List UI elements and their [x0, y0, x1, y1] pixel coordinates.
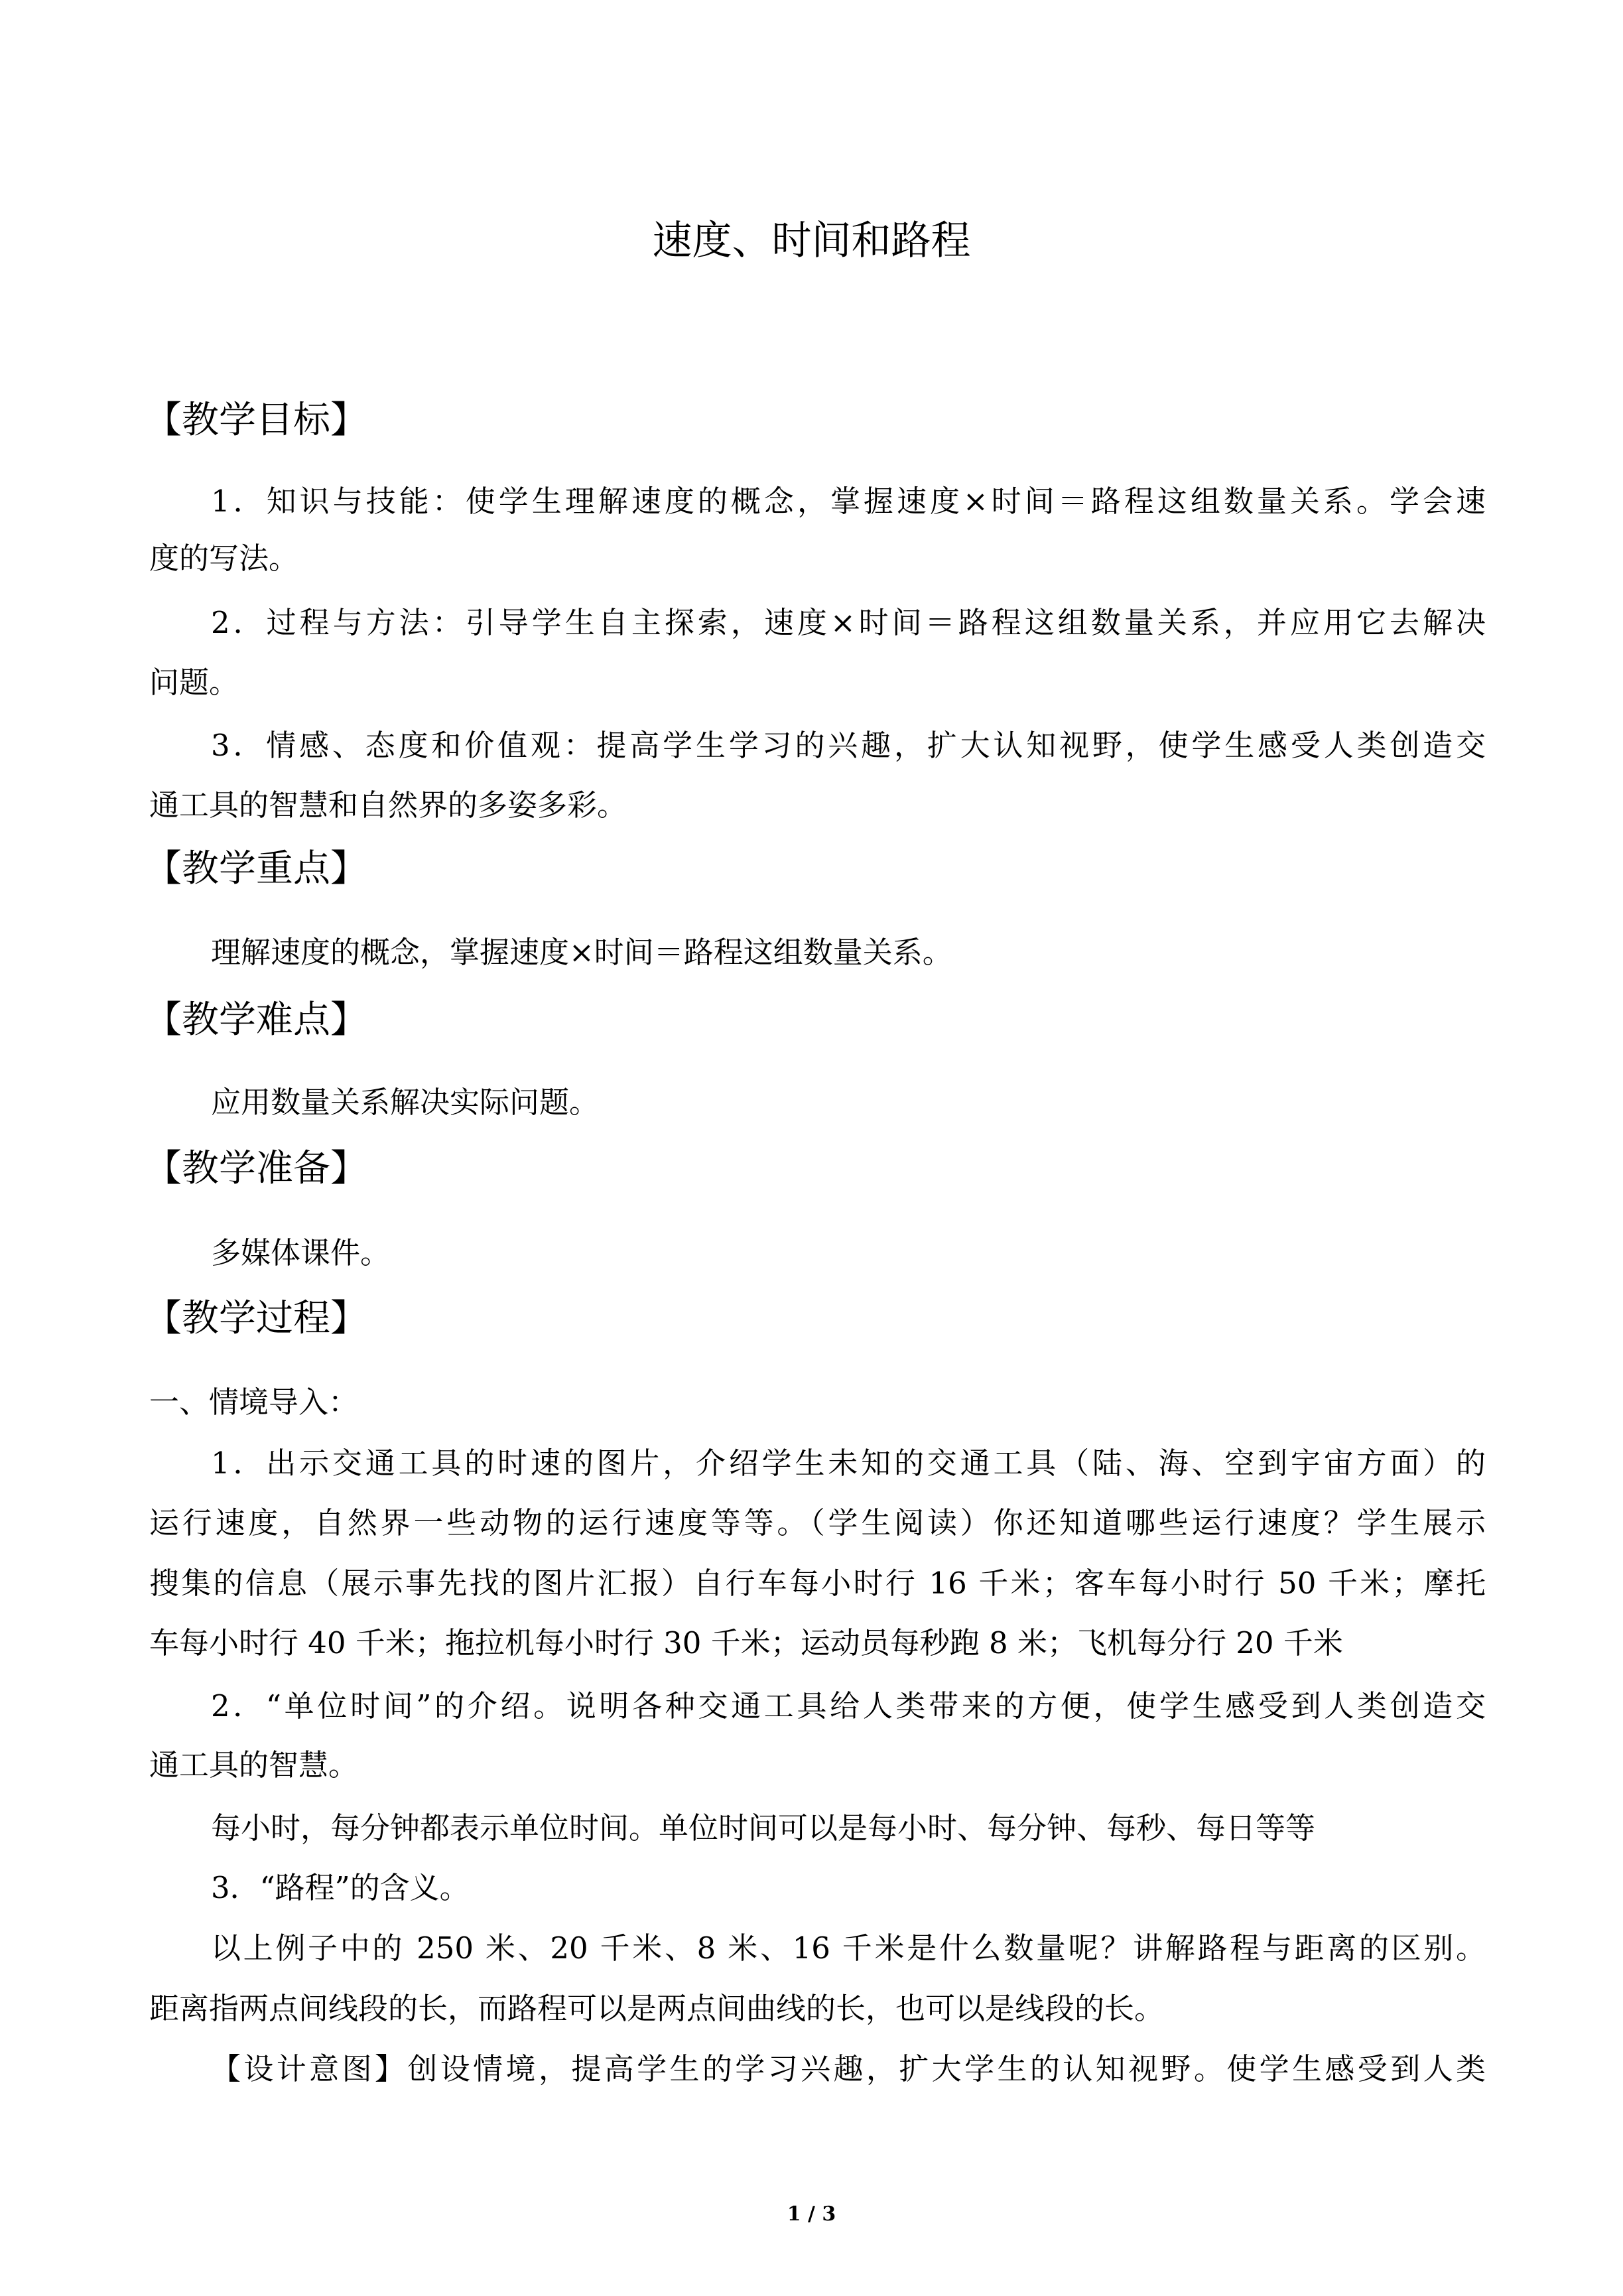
process-line-4: 搜集的信息（展示事先找的图片汇报）自行车每小时行 16 千米；客车每小时行 50 千米；摩托	[149, 1566, 1486, 1601]
page-title: 速度、时间和路程	[652, 218, 971, 264]
difficulties-line-1: 应用数量关系解决实际问题。	[211, 1085, 600, 1120]
heading-key-points: 【教学重点】	[145, 847, 367, 890]
key-points-line-1: 理解速度的概念，掌握速度×时间＝路程这组数量关系。	[211, 935, 952, 970]
process-line-9: 3．“路程”的含义。	[211, 1870, 470, 1905]
process-line-5: 车每小时行 40 千米；拖拉机每小时行 30 千米；运动员每秒跑 8 米；飞机每分行 20 千米	[149, 1625, 1343, 1660]
page-number: 1 / 3	[787, 2202, 836, 2226]
heading-difficulties: 【教学难点】	[145, 998, 367, 1042]
objectives-line-5: 3．情感、态度和价值观：提高学生学习的兴趣，扩大认知视野，使学生感受人类创造交	[211, 728, 1486, 763]
objectives-line-1: 1．知识与技能：使学生理解速度的概念，掌握速度×时间＝路程这组数量关系。学会速	[211, 484, 1486, 519]
heading-preparation: 【教学准备】	[145, 1147, 367, 1190]
process-line-10: 以上例子中的 250 米、20 千米、8 米、16 千米是什么数量呢？讲解路程与距离的区别。	[211, 1930, 1486, 1966]
process-line-7: 通工具的智慧。	[149, 1747, 359, 1783]
process-line-11: 距离指两点间线段的长，而路程可以是两点间曲线的长，也可以是线段的长。	[149, 1991, 1165, 2026]
process-line-2: 1．出示交通工具的时速的图片，介绍学生未知的交通工具（陆、海、空到宇宙方面）的	[211, 1446, 1486, 1481]
objectives-line-3: 2．过程与方法：引导学生自主探索，速度×时间＝路程这组数量关系，并应用它去解决	[211, 605, 1486, 640]
process-line-12: 【设计意图】创设情境，提高学生的学习兴趣，扩大学生的认知视野。使学生感受到人类	[211, 2051, 1486, 2086]
process-line-8: 每小时，每分钟都表示单位时间。单位时间可以是每小时、每分钟、每秒、每日等等	[211, 1810, 1316, 1846]
heading-process: 【教学过程】	[145, 1297, 367, 1340]
process-line-3: 运行速度，自然界一些动物的运行速度等等。（学生阅读）你还知道哪些运行速度？学生展示	[149, 1505, 1486, 1540]
objectives-line-6: 通工具的智慧和自然界的多姿多彩。	[149, 787, 627, 823]
objectives-line-4: 问题。	[149, 665, 239, 700]
process-line-6: 2．“单位时间”的介绍。说明各种交通工具给人类带来的方便，使学生感受到人类创造交	[211, 1688, 1486, 1723]
heading-objectives: 【教学目标】	[145, 399, 367, 442]
process-line-1: 一、情境导入：	[149, 1384, 359, 1420]
objectives-line-2: 度的写法。	[149, 541, 299, 576]
preparation-line-1: 多媒体课件。	[211, 1235, 391, 1270]
